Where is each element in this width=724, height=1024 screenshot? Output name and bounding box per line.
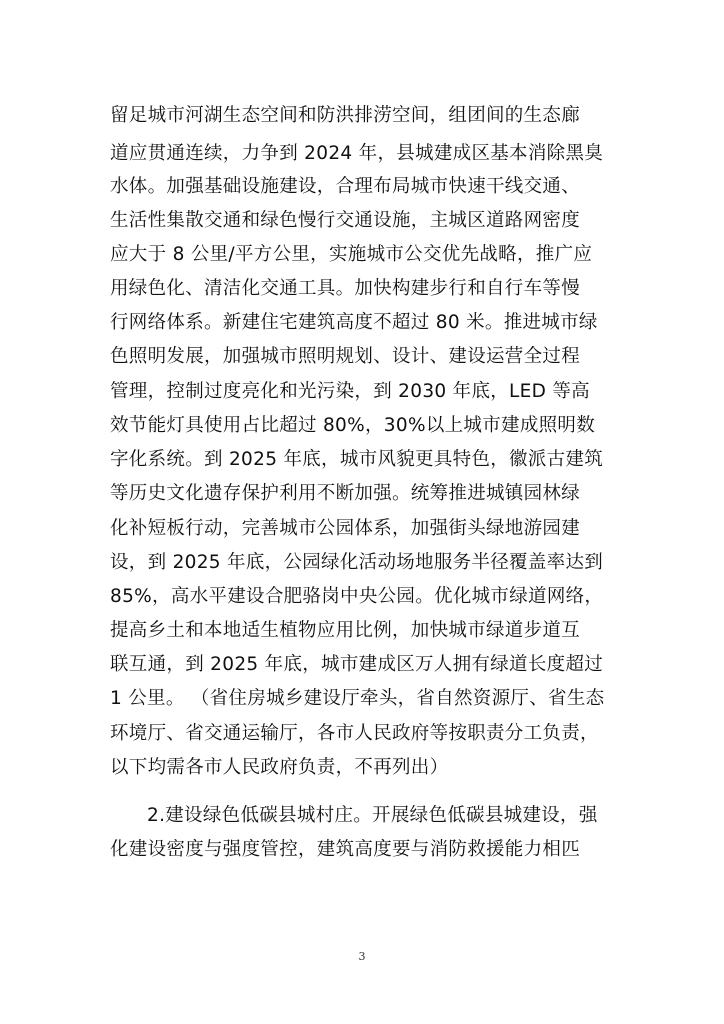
body-text-line: 用绿色化、清洁化交通工具。加快构建步行和自行车等慢 xyxy=(110,278,581,299)
body-text-line: 字化系统。到 2025 年底，城市风貌更具特色，徽派古建筑 xyxy=(110,449,604,470)
body-text-line: 化补短板行动，完善城市公园体系，加强街头绿地游园建 xyxy=(110,518,581,539)
body-text-line: 联互通，到 2025 年底，城市建成区万人拥有绿道长度超过 xyxy=(110,654,604,675)
body-text-line: 以下均需各市人民政府负责，不再列出） xyxy=(110,757,449,778)
body-text-line: 水体。加强基础设施建设，合理布局城市快速干线交通、 xyxy=(110,176,581,197)
body-text-line: 道应贯通连续，力争到 2024 年，县城建成区基本消除黑臭 xyxy=(110,143,604,164)
body-text-line: 2.建设绿色低碳县城村庄。开展绿色低碳县城建设，强 xyxy=(147,805,598,826)
body-text-line: 1 公里。 （省住房城乡建设厅牵头，省自然资源厅、省生态 xyxy=(110,688,605,709)
body-text-line: 设，到 2025 年底，公园绿化活动场地服务半径覆盖率达到 xyxy=(110,552,604,573)
body-text-line: 效节能灯具使用占比超过 80%，30%以上城市建成照明数 xyxy=(110,415,596,436)
body-text-line: 色照明发展，加强城市照明规划、设计、建设运营全过程 xyxy=(110,346,581,367)
body-text-line: 留足城市河湖生态空间和防洪排涝空间，组团间的生态廊 xyxy=(110,105,581,126)
body-text-line: 管理，控制过度亮化和光污染，到 2030 年底，LED 等高 xyxy=(110,381,590,402)
body-text-line: 行网络体系。新建住宅建筑高度不超过 80 米。推进城市绿 xyxy=(110,312,598,333)
page-number: 3 xyxy=(358,950,366,963)
body-text-line: 等历史文化遗存保护利用不断加强。统筹推进城镇园林绿 xyxy=(110,483,581,504)
body-text-line: 提高乡土和本地适生植物应用比例，加快城市绿道步道互 xyxy=(110,620,581,641)
body-text-line: 化建设密度与强度管控，建筑高度要与消防救援能力相匹 xyxy=(110,839,581,860)
body-text-line: 环境厅、省交通运输厅，各市人民政府等按职责分工负责， xyxy=(110,723,599,744)
body-text-line: 应大于 8 公里/平方公里，实施城市公交优先战略，推广应 xyxy=(110,244,593,265)
body-text-line: 生活性集散交通和绿色慢行交通设施，主城区道路网密度 xyxy=(110,210,581,231)
body-text-line: 85%，高水平建设合肥骆岗中央公园。优化城市绿道网络， xyxy=(110,586,604,607)
